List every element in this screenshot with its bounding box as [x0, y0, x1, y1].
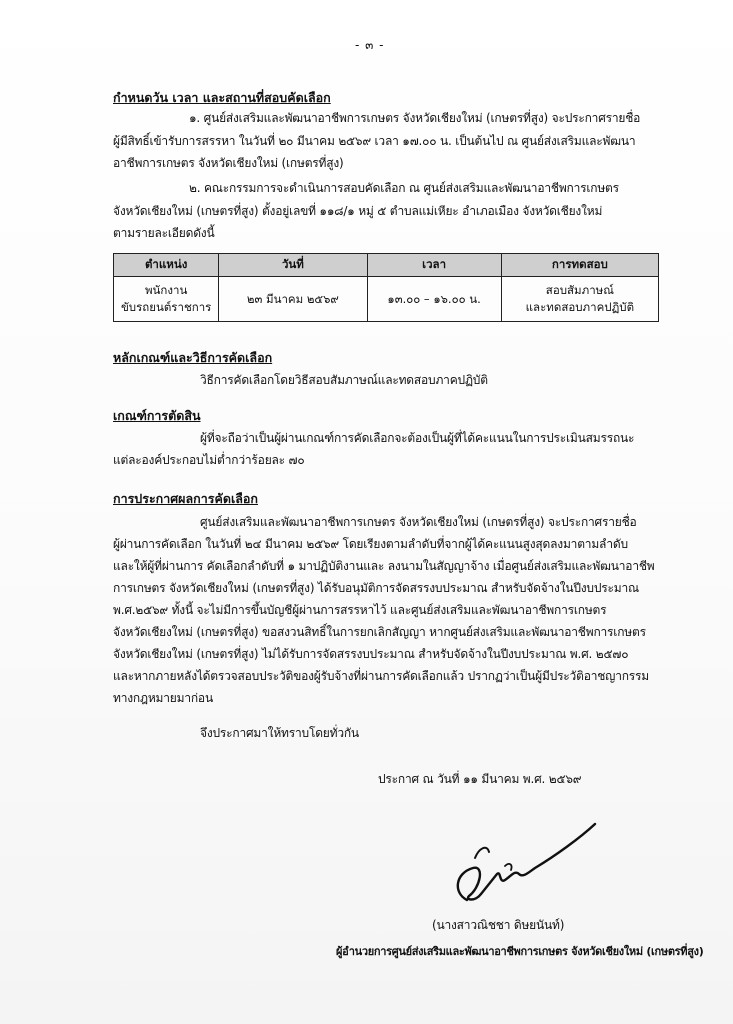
- signature-image: [445, 818, 605, 913]
- pass-line-2: แต่ละองค์ประกอบไม่ต่ำกว่าร้อยละ ๗๐: [113, 453, 305, 467]
- table-header-row: [114, 254, 659, 277]
- schedule-heading: กำหนดวัน เวลา และสถานที่สอบคัดเลือก: [113, 90, 331, 105]
- col-header-time: เวลา: [367, 254, 501, 277]
- schedule-line-6: ตามรายละเอียดดังนี้: [113, 226, 215, 240]
- closing-statement: จึงประกาศมาให้ทราบโดยทั่วกัน: [200, 726, 359, 740]
- signatory-title: ผู้อำนวยการศูนย์ส่งเสริมและพัฒนาอาชีพการเกษตร จังหวัดเชียงใหม่ (เกษตรที่สูง): [336, 945, 704, 958]
- pass-line-1: ผู้ที่จะถือว่าเป็นผู้ผ่านเกณฑ์การคัดเลือกจะต้องเป็นผู้ที่ได้คะแนนในการประเมินสมรรถนะ: [200, 431, 635, 445]
- exam-schedule-table: [113, 253, 659, 322]
- schedule-line-4: ๒. คณะกรรมการจะดำเนินการสอบคัดเลือก ณ ศูนย์ส่งเสริมและพัฒนาอาชีพการเกษตร: [189, 181, 619, 195]
- announce-line-7: จังหวัดเชียงใหม่ (เกษตรที่สูง) ไม่ได้รับการจัดสรรงบประมาณ สำหรับจัดจ้างในปีงบประมาณ พ.ศ. ๒๕๗๐: [113, 647, 629, 661]
- announce-line-2: ผู้ผ่านการคัดเลือก ในวันที่ ๒๔ มีนาคม ๒๕๖๙ โดยเรียงตามลำดับที่จากผู้ได้คะแนนสูงสุดลงมาตามลำดับ: [113, 537, 628, 551]
- test-line-1: สอบสัมภาษณ์: [545, 283, 614, 297]
- criteria-line: วิธีการคัดเลือกโดยวิธีสอบสัมภาษณ์และทดสอบภาคปฏิบัติ: [200, 373, 488, 387]
- schedule-line-3: อาชีพการเกษตร จังหวัดเชียงใหม่ (เกษตรที่สูง): [113, 156, 344, 170]
- cell-test: [501, 277, 658, 322]
- announce-line-1: ศูนย์ส่งเสริมและพัฒนาอาชีพการเกษตร จังหวัดเชียงใหม่ (เกษตรที่สูง) จะประกาศรายชื่อ: [200, 515, 637, 529]
- announce-line-3: และให้ผู้ที่ผ่านการ คัดเลือกลำดับที่ ๑ มาปฏิบัติงานและ ลงนามในสัญญาจ้าง เมื่อศูนย์ส่งเสริมและพัฒนาอาชีพ: [113, 559, 655, 573]
- announce-heading: การประกาศผลการคัดเลือก: [113, 491, 258, 506]
- table-row: [114, 277, 659, 322]
- announce-line-8: และหากภายหลังได้ตรวจสอบประวัติของผู้รับจ้างที่ผ่านการคัดเลือกแล้ว ปรากฏว่าเป็นผู้มีประวัติอาชญากรรม: [113, 669, 650, 683]
- schedule-line-2: ผู้มีสิทธิ์เข้ารับการสรรหา ในวันที่ ๒๐ มีนาคม ๒๕๖๙ เวลา ๑๗.๐๐ น. เป็นต้นไป ณ ศูนย์ส่งเสริมและพัฒนา: [113, 134, 636, 148]
- page-number: - ๓ -: [355, 38, 385, 52]
- announce-line-9: ทางกฎหมายมาก่อน: [113, 691, 213, 705]
- announce-line-4: การเกษตร จังหวัดเชียงใหม่ (เกษตรที่สูง) ได้รับอนุมัติการจัดสรรงบประมาณ สำหรับจัดจ้างในปีงบประมาณ: [113, 581, 639, 595]
- col-header-date: วันที่: [219, 254, 367, 277]
- test-line-2: และทดสอบภาคปฏิบัติ: [525, 300, 635, 314]
- signatory-name: (นางสาวณิชชา ดิษยนันท์): [432, 918, 565, 932]
- schedule-line-1: ๑. ศูนย์ส่งเสริมและพัฒนาอาชีพการเกษตร จังหวัดเชียงใหม่ (เกษตรที่สูง) จะประกาศรายชื่อ: [189, 111, 641, 125]
- pass-heading: เกณฑ์การตัดสิน: [113, 408, 201, 423]
- col-header-test: การทดสอบ: [501, 254, 658, 277]
- schedule-line-5: จังหวัดเชียงใหม่ (เกษตรที่สูง) ตั้งอยู่เลขที่ ๑๑๘/๑ หมู่ ๕ ตำบลแม่เหียะ อำเภอเมือง จังหวัดเชียงใหม่: [113, 204, 603, 218]
- cell-date: ๒๓ มีนาคม ๒๕๖๙: [219, 277, 367, 322]
- position-line-1: พนักงาน: [144, 283, 188, 297]
- position-line-2: ขับรถยนต์ราชการ: [120, 300, 212, 314]
- cell-position: [114, 277, 219, 322]
- col-header-position: ตำแหน่ง: [114, 254, 219, 277]
- cell-time: ๑๓.๐๐ – ๑๖.๐๐ น.: [367, 277, 501, 322]
- announce-date: ประกาศ ณ วันที่ ๑๑ มีนาคม พ.ศ. ๒๕๖๙: [378, 772, 582, 786]
- announce-line-6: จังหวัดเชียงใหม่ (เกษตรที่สูง) ขอสงวนสิทธิ์ในการยกเลิกสัญญา หากศูนย์ส่งเสริมและพัฒนาอาชีพการเกษตร: [113, 625, 646, 639]
- criteria-heading: หลักเกณฑ์และวิธีการคัดเลือก: [113, 350, 273, 365]
- announce-line-5: พ.ศ.๒๕๖๙ ทั้งนี้ จะไม่มีการขึ้นบัญชีผู้ผ่านการสรรหาไว้ และศูนย์ส่งเสริมและพัฒนาอาชีพการเกษตร: [113, 603, 607, 617]
